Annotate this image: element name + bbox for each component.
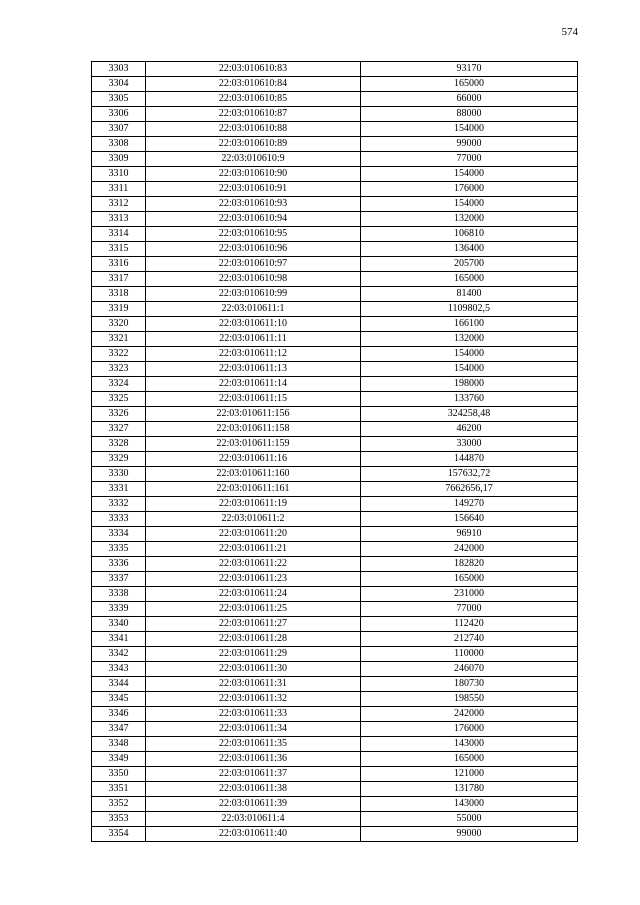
cadastral-number-cell: 22:03:010610:87 — [146, 107, 361, 122]
value-cell: 176000 — [361, 722, 578, 737]
table-row — [92, 197, 578, 212]
table-row — [92, 272, 578, 287]
row-number-cell: 3319 — [92, 302, 146, 317]
value-cell: 110000 — [361, 647, 578, 662]
cadastral-number-cell: 22:03:010611:33 — [146, 707, 361, 722]
cadastral-number-cell: 22:03:010611:25 — [146, 602, 361, 617]
value-cell: 246070 — [361, 662, 578, 677]
value-cell: 77000 — [361, 602, 578, 617]
row-number-cell: 3328 — [92, 437, 146, 452]
table-row — [92, 77, 578, 92]
row-number-cell: 3321 — [92, 332, 146, 347]
cadastral-number-cell: 22:03:010611:16 — [146, 452, 361, 467]
table-row — [92, 167, 578, 182]
table-row — [92, 437, 578, 452]
cadastral-number-cell: 22:03:010611:30 — [146, 662, 361, 677]
cadastral-number-cell: 22:03:010610:93 — [146, 197, 361, 212]
cadastral-number-cell: 22:03:010611:160 — [146, 467, 361, 482]
table-row — [92, 647, 578, 662]
table-row — [92, 482, 578, 497]
value-cell: 165000 — [361, 272, 578, 287]
cadastral-number-cell: 22:03:010610:90 — [146, 167, 361, 182]
row-number-cell: 3324 — [92, 377, 146, 392]
value-cell: 324258,48 — [361, 407, 578, 422]
cadastral-number-cell: 22:03:010610:91 — [146, 182, 361, 197]
row-number-cell: 3335 — [92, 542, 146, 557]
value-cell: 121000 — [361, 767, 578, 782]
row-number-cell: 3350 — [92, 767, 146, 782]
table-row — [92, 257, 578, 272]
row-number-cell: 3311 — [92, 182, 146, 197]
row-number-cell: 3343 — [92, 662, 146, 677]
cadastral-number-cell: 22:03:010610:89 — [146, 137, 361, 152]
cadastral-number-cell: 22:03:010611:14 — [146, 377, 361, 392]
cadastral-number-cell: 22:03:010610:83 — [146, 62, 361, 77]
row-number-cell: 3342 — [92, 647, 146, 662]
table-row — [92, 347, 578, 362]
value-cell: 242000 — [361, 542, 578, 557]
row-number-cell: 3341 — [92, 632, 146, 647]
value-cell: 205700 — [361, 257, 578, 272]
table-row — [92, 812, 578, 827]
cadastral-number-cell: 22:03:010611:156 — [146, 407, 361, 422]
table-row — [92, 287, 578, 302]
value-cell: 165000 — [361, 752, 578, 767]
row-number-cell: 3345 — [92, 692, 146, 707]
row-number-cell: 3304 — [92, 77, 146, 92]
value-cell: 180730 — [361, 677, 578, 692]
row-number-cell: 3327 — [92, 422, 146, 437]
table-row — [92, 317, 578, 332]
row-number-cell: 3310 — [92, 167, 146, 182]
registry-table-body — [92, 62, 578, 842]
row-number-cell: 3339 — [92, 602, 146, 617]
cadastral-number-cell: 22:03:010611:27 — [146, 617, 361, 632]
row-number-cell: 3306 — [92, 107, 146, 122]
value-cell: 157632,72 — [361, 467, 578, 482]
value-cell: 106810 — [361, 227, 578, 242]
value-cell: 7662656,17 — [361, 482, 578, 497]
row-number-cell: 3332 — [92, 497, 146, 512]
value-cell: 136400 — [361, 242, 578, 257]
value-cell: 242000 — [361, 707, 578, 722]
cadastral-number-cell: 22:03:010611:29 — [146, 647, 361, 662]
cadastral-number-cell: 22:03:010610:85 — [146, 92, 361, 107]
cadastral-number-cell: 22:03:010611:13 — [146, 362, 361, 377]
value-cell: 131780 — [361, 782, 578, 797]
cadastral-number-cell: 22:03:010611:10 — [146, 317, 361, 332]
row-number-cell: 3344 — [92, 677, 146, 692]
table-row — [92, 587, 578, 602]
value-cell: 132000 — [361, 212, 578, 227]
cadastral-number-cell: 22:03:010611:28 — [146, 632, 361, 647]
cadastral-number-cell: 22:03:010611:12 — [146, 347, 361, 362]
value-cell: 154000 — [361, 122, 578, 137]
table-row — [92, 542, 578, 557]
value-cell: 154000 — [361, 362, 578, 377]
value-cell: 231000 — [361, 587, 578, 602]
cadastral-number-cell: 22:03:010611:35 — [146, 737, 361, 752]
row-number-cell: 3329 — [92, 452, 146, 467]
table-row — [92, 617, 578, 632]
table-row — [92, 422, 578, 437]
table-row — [92, 92, 578, 107]
table-row — [92, 302, 578, 317]
value-cell: 133760 — [361, 392, 578, 407]
cadastral-number-cell: 22:03:010611:32 — [146, 692, 361, 707]
cadastral-number-cell: 22:03:010611:36 — [146, 752, 361, 767]
row-number-cell: 3307 — [92, 122, 146, 137]
table-row — [92, 212, 578, 227]
row-number-cell: 3322 — [92, 347, 146, 362]
value-cell: 149270 — [361, 497, 578, 512]
value-cell: 46200 — [361, 422, 578, 437]
value-cell: 143000 — [361, 737, 578, 752]
table-row — [92, 752, 578, 767]
value-cell: 93170 — [361, 62, 578, 77]
table-row — [92, 692, 578, 707]
table-row — [92, 797, 578, 812]
value-cell: 1109802,5 — [361, 302, 578, 317]
table-row — [92, 782, 578, 797]
row-number-cell: 3353 — [92, 812, 146, 827]
page-number: 574 — [561, 26, 578, 38]
cadastral-number-cell: 22:03:010611:23 — [146, 572, 361, 587]
row-number-cell: 3351 — [92, 782, 146, 797]
value-cell: 112420 — [361, 617, 578, 632]
cadastral-number-cell: 22:03:010611:39 — [146, 797, 361, 812]
cadastral-number-cell: 22:03:010611:24 — [146, 587, 361, 602]
cadastral-number-cell: 22:03:010610:99 — [146, 287, 361, 302]
value-cell: 156640 — [361, 512, 578, 527]
row-number-cell: 3315 — [92, 242, 146, 257]
table-row — [92, 182, 578, 197]
value-cell: 99000 — [361, 827, 578, 842]
table-row — [92, 707, 578, 722]
cadastral-number-cell: 22:03:010610:96 — [146, 242, 361, 257]
row-number-cell: 3312 — [92, 197, 146, 212]
row-number-cell: 3305 — [92, 92, 146, 107]
value-cell: 81400 — [361, 287, 578, 302]
table-row — [92, 767, 578, 782]
row-number-cell: 3333 — [92, 512, 146, 527]
cadastral-number-cell: 22:03:010611:31 — [146, 677, 361, 692]
cadastral-number-cell: 22:03:010610:97 — [146, 257, 361, 272]
row-number-cell: 3352 — [92, 797, 146, 812]
value-cell: 166100 — [361, 317, 578, 332]
value-cell: 55000 — [361, 812, 578, 827]
cadastral-number-cell: 22:03:010610:98 — [146, 272, 361, 287]
table-row — [92, 227, 578, 242]
table-row — [92, 392, 578, 407]
table-row — [92, 122, 578, 137]
value-cell: 165000 — [361, 572, 578, 587]
row-number-cell: 3323 — [92, 362, 146, 377]
table-row — [92, 662, 578, 677]
value-cell: 144870 — [361, 452, 578, 467]
table-row — [92, 602, 578, 617]
table-row — [92, 527, 578, 542]
row-number-cell: 3346 — [92, 707, 146, 722]
value-cell: 154000 — [361, 347, 578, 362]
row-number-cell: 3303 — [92, 62, 146, 77]
row-number-cell: 3338 — [92, 587, 146, 602]
cadastral-number-cell: 22:03:010611:11 — [146, 332, 361, 347]
row-number-cell: 3313 — [92, 212, 146, 227]
row-number-cell: 3314 — [92, 227, 146, 242]
cadastral-number-cell: 22:03:010611:22 — [146, 557, 361, 572]
value-cell: 132000 — [361, 332, 578, 347]
cadastral-number-cell: 22:03:010610:84 — [146, 77, 361, 92]
cadastral-number-cell: 22:03:010611:15 — [146, 392, 361, 407]
value-cell: 154000 — [361, 197, 578, 212]
row-number-cell: 3336 — [92, 557, 146, 572]
cadastral-number-cell: 22:03:010611:21 — [146, 542, 361, 557]
cadastral-number-cell: 22:03:010611:158 — [146, 422, 361, 437]
value-cell: 198550 — [361, 692, 578, 707]
cadastral-number-cell: 22:03:010611:1 — [146, 302, 361, 317]
table-row — [92, 497, 578, 512]
table-row — [92, 677, 578, 692]
row-number-cell: 3334 — [92, 527, 146, 542]
table-row — [92, 827, 578, 842]
cadastral-number-cell: 22:03:010611:20 — [146, 527, 361, 542]
table-row — [92, 467, 578, 482]
value-cell: 182820 — [361, 557, 578, 572]
cadastral-number-cell: 22:03:010611:2 — [146, 512, 361, 527]
table-row — [92, 512, 578, 527]
value-cell: 99000 — [361, 137, 578, 152]
value-cell: 154000 — [361, 167, 578, 182]
table-row — [92, 362, 578, 377]
table-row — [92, 332, 578, 347]
table-row — [92, 137, 578, 152]
row-number-cell: 3320 — [92, 317, 146, 332]
table-row — [92, 572, 578, 587]
row-number-cell: 3348 — [92, 737, 146, 752]
value-cell: 33000 — [361, 437, 578, 452]
row-number-cell: 3326 — [92, 407, 146, 422]
registry-table — [91, 61, 578, 842]
value-cell: 143000 — [361, 797, 578, 812]
value-cell: 66000 — [361, 92, 578, 107]
table-row — [92, 452, 578, 467]
value-cell: 165000 — [361, 77, 578, 92]
value-cell: 198000 — [361, 377, 578, 392]
row-number-cell: 3331 — [92, 482, 146, 497]
value-cell: 77000 — [361, 152, 578, 167]
row-number-cell: 3318 — [92, 287, 146, 302]
value-cell: 96910 — [361, 527, 578, 542]
table-row — [92, 152, 578, 167]
table-row — [92, 242, 578, 257]
table-row — [92, 407, 578, 422]
value-cell: 176000 — [361, 182, 578, 197]
value-cell: 88000 — [361, 107, 578, 122]
table-row — [92, 557, 578, 572]
value-cell: 212740 — [361, 632, 578, 647]
row-number-cell: 3354 — [92, 827, 146, 842]
row-number-cell: 3340 — [92, 617, 146, 632]
cadastral-number-cell: 22:03:010611:34 — [146, 722, 361, 737]
row-number-cell: 3309 — [92, 152, 146, 167]
row-number-cell: 3330 — [92, 467, 146, 482]
cadastral-number-cell: 22:03:010611:19 — [146, 497, 361, 512]
cadastral-number-cell: 22:03:010611:40 — [146, 827, 361, 842]
cadastral-number-cell: 22:03:010611:38 — [146, 782, 361, 797]
cadastral-number-cell: 22:03:010611:159 — [146, 437, 361, 452]
row-number-cell: 3325 — [92, 392, 146, 407]
cadastral-number-cell: 22:03:010611:161 — [146, 482, 361, 497]
cadastral-number-cell: 22:03:010610:9 — [146, 152, 361, 167]
cadastral-number-cell: 22:03:010611:4 — [146, 812, 361, 827]
table-row — [92, 737, 578, 752]
cadastral-number-cell: 22:03:010610:95 — [146, 227, 361, 242]
cadastral-number-cell: 22:03:010610:94 — [146, 212, 361, 227]
table-row — [92, 722, 578, 737]
row-number-cell: 3308 — [92, 137, 146, 152]
row-number-cell: 3317 — [92, 272, 146, 287]
row-number-cell: 3349 — [92, 752, 146, 767]
row-number-cell: 3337 — [92, 572, 146, 587]
table-row — [92, 377, 578, 392]
table-row — [92, 107, 578, 122]
cadastral-number-cell: 22:03:010610:88 — [146, 122, 361, 137]
row-number-cell: 3347 — [92, 722, 146, 737]
table-row — [92, 62, 578, 77]
cadastral-number-cell: 22:03:010611:37 — [146, 767, 361, 782]
table-row — [92, 632, 578, 647]
row-number-cell: 3316 — [92, 257, 146, 272]
